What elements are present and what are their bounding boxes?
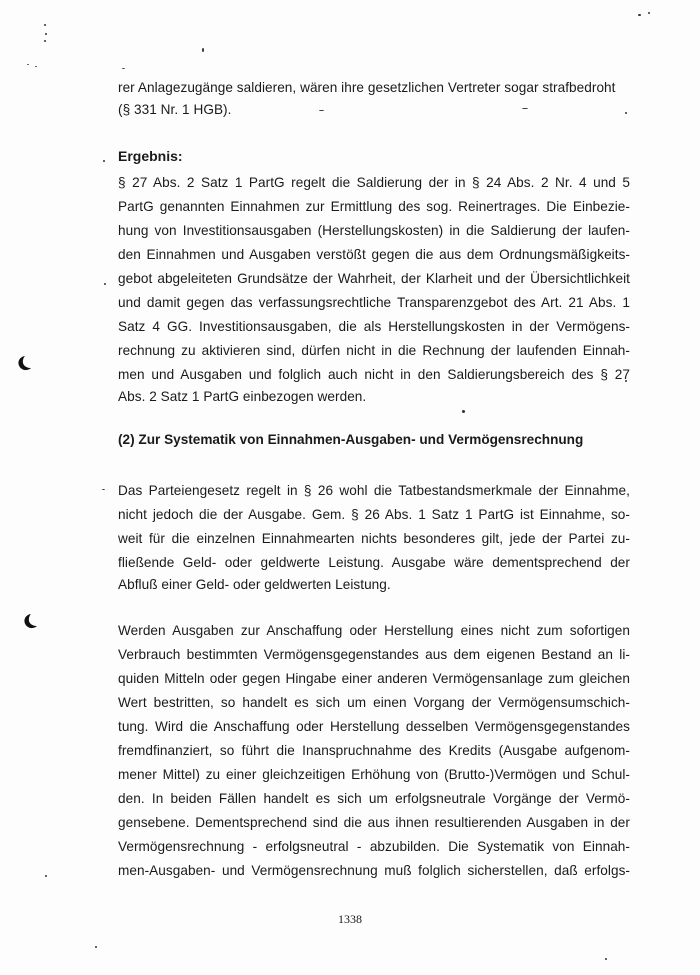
text-line: Das Parteiengesetz regelt in § 26 wohl die Tatbestandsmerkmale der Einnahme, [118,483,630,498]
scan-speck [104,283,106,285]
text-line: fließende Geld- oder geldwerte Leistung. Ausgabe wäre dementsprechend der [118,555,630,570]
text-line: (§ 331 Nr. 1 HGB). [118,102,232,117]
text-line: gensebene. Dementsprechend sind die aus ihnen resultierenden Ausgaben in der [118,815,630,830]
scan-speck [95,946,97,948]
scan-speck [638,14,641,16]
text-line: hung von Investitionsausgaben (Herstellungskosten) in die Saldierung der laufen- [118,223,630,238]
scan-speck [122,68,125,69]
text-line: Vermögensrechnung - erfolgsneutral - abzubilden. Die Systematik von Einnah- [118,839,630,854]
scan-speck [462,410,465,413]
page-number: 1338 [338,912,362,926]
text-line: Werden Ausgaben zur Anschaffung oder Herstellung eines nicht zum sofortigen [118,623,630,638]
text-line: nicht jedoch die der Ausgabe. Gem. § 26 Abs. 1 Satz 1 PartG ist Einnahme, so- [118,507,630,522]
text-line: § 27 Abs. 2 Satz 1 PartG regelt die Saldierung der in § 24 Abs. 2 Nr. 4 und 5 [118,175,630,190]
text-line: men-Ausgaben- und Vermögensrechnung muß folglich sicherstellen, daß erfolgs- [118,863,630,878]
text-line: rer Anlagezugänge saldieren, wären ihre gesetzlichen Vertreter sogar strafbedroht [118,80,616,95]
text-line: men und Ausgaben und folglich auch nicht in den Saldierungsbereich des § 27 [118,367,630,382]
scan-speck [44,24,46,26]
punch-hole-mark [20,612,38,630]
scan-speck [27,64,29,65]
text-line: tung. Wird die Anschaffung oder Herstellung desselben Vermögensgegenstandes [118,719,630,734]
scan-speck [202,48,204,52]
text-line: rechnung zu aktivieren sind, dürfen nicht in die Rechnung der laufenden Einnah- [118,343,630,358]
scan-speck [44,40,46,42]
text-line: gebot abgeleiteten Grundsätze der Wahrheit, der Klarheit und der Übersichtlichkeit [118,271,630,286]
text-line: den. In beiden Fällen handelt es sich um erfolgsneutrale Vorgänge der Vermö- [118,791,630,806]
scan-speck [45,33,47,35]
text-line: Abfluß einer Geld- oder geldwerten Leistung. [118,577,391,592]
text-line: PartG genannten Einnahmen zur Ermittlung des sog. Reinertrages. Die Einbezie- [118,199,630,214]
text-line: quiden Mitteln oder gegen Hingabe einer anderen Vermögensanlage zum gleichen [118,671,630,686]
text-line: mener Mittel) zu einer gleichzeitigen Erhöhung von (Brutto-)Vermögen und Schul- [118,767,630,782]
text-line: Satz 4 GG. Investitionsausgaben, die als Herstellungskosten in der Vermögens- [118,319,630,334]
result-heading: Ergebnis: [118,148,183,164]
text-line: den Einnahmen und Ausgaben verstößt gegen die aus dem Ordnungsmäßigkeits- [118,247,630,262]
text-line: Verbrauch bestimmten Vermögensgegenstandes aus dem eigenen Bestand an li- [118,647,630,662]
scan-speck [102,489,105,490]
text-line: fremdfinanziert, so führt die Inanspruchnahme des Kredits (Ausgabe aufgenom- [118,743,630,758]
punch-hole-mark [14,354,32,372]
text-line: und damit gegen das verfassungsrechtliche Transparenzgebot des Art. 21 Abs. 1 [118,295,630,310]
scan-speck [35,66,37,67]
scan-speck [605,958,607,960]
text-line: Wert bestritten, so handelt es sich um einen Vorgang der Vermögensumschich- [118,695,630,710]
scan-speck [648,12,650,14]
text-line: weit für die einzelnen Einnahmearten nichts besonderes gilt, jede der Partei zu- [118,531,630,546]
section-heading: (2) Zur Systematik von Einnahmen-Ausgaben- und Vermögensrechnung [118,432,584,447]
scan-speck [103,160,105,162]
text-line: Abs. 2 Satz 1 PartG einbezogen werden. [118,389,367,404]
scan-speck [45,875,47,877]
